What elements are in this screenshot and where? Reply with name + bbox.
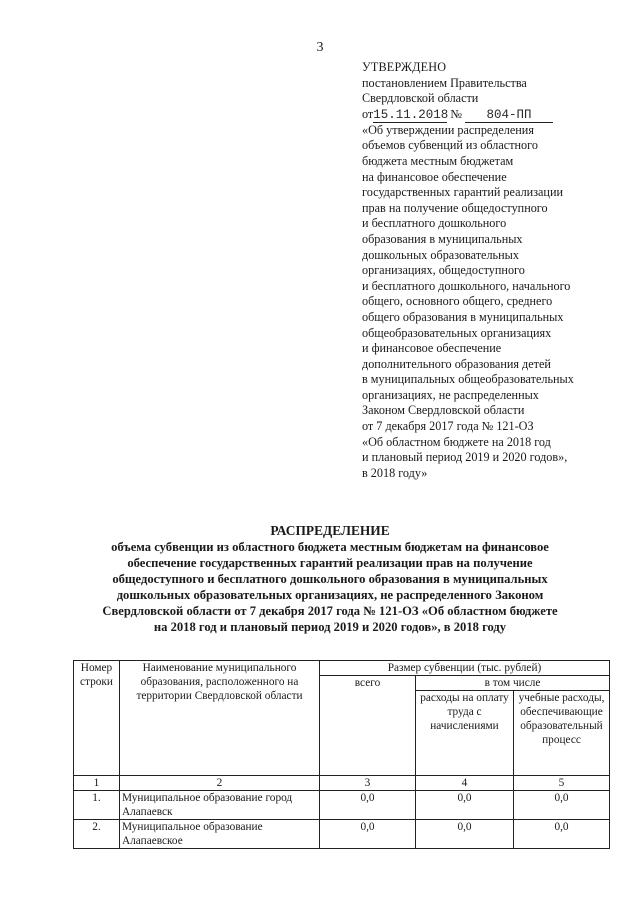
subtitle-line: на 2018 год и плановый период 2019 и 2020 годов», в 2018 году xyxy=(153,620,507,634)
approval-line: и бесплатного дошкольного xyxy=(362,216,507,231)
approval-line: объемов субвенций из областного xyxy=(362,138,538,153)
subtitle-line: обеспечение государственных гарантий реализации прав на получение xyxy=(127,556,533,570)
column-number: 3 xyxy=(320,776,416,791)
approval-line: в 2018 году» xyxy=(362,465,428,480)
approval-line: дошкольных образовательных xyxy=(362,247,519,262)
approval-line: бюджета местным бюджетам xyxy=(362,153,514,168)
approval-line: образования в муниципальных xyxy=(362,231,523,246)
row-number: 2. xyxy=(74,820,120,849)
table-row xyxy=(74,791,610,820)
subtitle-line: объема субвенции из областного бюджета местным бюджетам на финансовое xyxy=(111,540,549,554)
approval-number: 804-ПП xyxy=(465,109,553,123)
approval-stamp-block xyxy=(362,60,622,481)
approval-line: общего образования в муниципальных xyxy=(362,309,564,324)
number-sign: № xyxy=(450,106,462,121)
approval-line: дополнительного образования детей xyxy=(362,356,551,371)
approval-line: организациях, не распределенных xyxy=(362,387,539,402)
page-number: 3 xyxy=(316,40,324,55)
column-number-row xyxy=(74,776,610,791)
header-in-that-number: в том числе xyxy=(416,676,610,691)
approval-line: от 7 декабря 2017 года № 121-ОЗ xyxy=(362,419,534,434)
header-salary: расходы на оплату труда с начислениями xyxy=(416,691,514,776)
approval-line: общеобразовательных организациях xyxy=(362,325,552,340)
header-total: всего xyxy=(320,676,416,776)
approval-line: общего, основного общего, среднего xyxy=(362,294,553,309)
column-number: 2 xyxy=(120,776,320,791)
subtitle-line: Свердловской области от 7 декабря 2017 года № 121-ОЗ «Об областном бюджете xyxy=(102,604,558,618)
approval-line: и плановый период 2019 и 2020 годов», xyxy=(362,450,568,465)
approval-line: на финансовое обеспечение xyxy=(362,169,507,184)
header-educational: учебные расходы, обеспечивающие образовательный процесс xyxy=(514,691,610,776)
row-educational: 0,0 xyxy=(514,820,610,849)
table-row xyxy=(74,820,610,849)
header-amount: Размер субвенции (тыс. рублей) xyxy=(320,661,610,676)
row-educational: 0,0 xyxy=(514,791,610,820)
column-number: 4 xyxy=(416,776,514,791)
approval-line: в муниципальных общеобразовательных xyxy=(362,372,574,387)
approval-line: Свердловской области xyxy=(362,91,479,106)
subtitle-line: дошкольных образовательных организациях, не распределенного Законом xyxy=(116,588,544,602)
distribution-table xyxy=(73,660,610,849)
approval-date: 15.11.2018 xyxy=(373,107,449,122)
header-row-number: Номер строки xyxy=(74,661,120,776)
approval-line: «Об утверждении распределения xyxy=(362,122,534,137)
approval-line: «Об областном бюджете на 2018 год xyxy=(362,434,551,449)
approval-line: и финансовое обеспечение xyxy=(362,341,502,356)
approval-heading: УТВЕРЖДЕНО xyxy=(362,60,447,74)
approval-line: государственных гарантий реализации xyxy=(362,185,563,200)
subtitle-line: общедоступного и бесплатного дошкольного образования в муниципальных xyxy=(112,572,548,586)
table-header-row xyxy=(74,661,610,676)
column-number: 1 xyxy=(74,776,120,791)
row-salary: 0,0 xyxy=(416,791,514,820)
row-total: 0,0 xyxy=(320,791,416,820)
approval-line: прав на получение общедоступного xyxy=(362,200,548,215)
header-name: Наименование муниципального образования, расположенного на территории Свердловской области xyxy=(120,661,320,776)
row-total: 0,0 xyxy=(320,820,416,849)
row-number: 1. xyxy=(74,791,120,820)
approval-line: организациях, общедоступного xyxy=(362,263,525,278)
approval-line: постановлением Правительства xyxy=(362,75,527,90)
approval-line: Законом Свердловской области xyxy=(362,403,525,418)
column-number: 5 xyxy=(514,776,610,791)
approval-date-line xyxy=(362,107,622,123)
row-name: Муниципальное образование город Алапаевск xyxy=(120,791,320,820)
approval-line: и бесплатного дошкольного, начального xyxy=(362,278,571,293)
row-salary: 0,0 xyxy=(416,820,514,849)
row-name: Муниципальное образование Алапаевское xyxy=(120,820,320,849)
approval-text xyxy=(362,123,622,482)
date-prefix: от xyxy=(362,106,374,121)
document-subtitle xyxy=(60,539,600,635)
document-title: РАСПРЕДЕЛЕНИЕ xyxy=(270,523,390,538)
